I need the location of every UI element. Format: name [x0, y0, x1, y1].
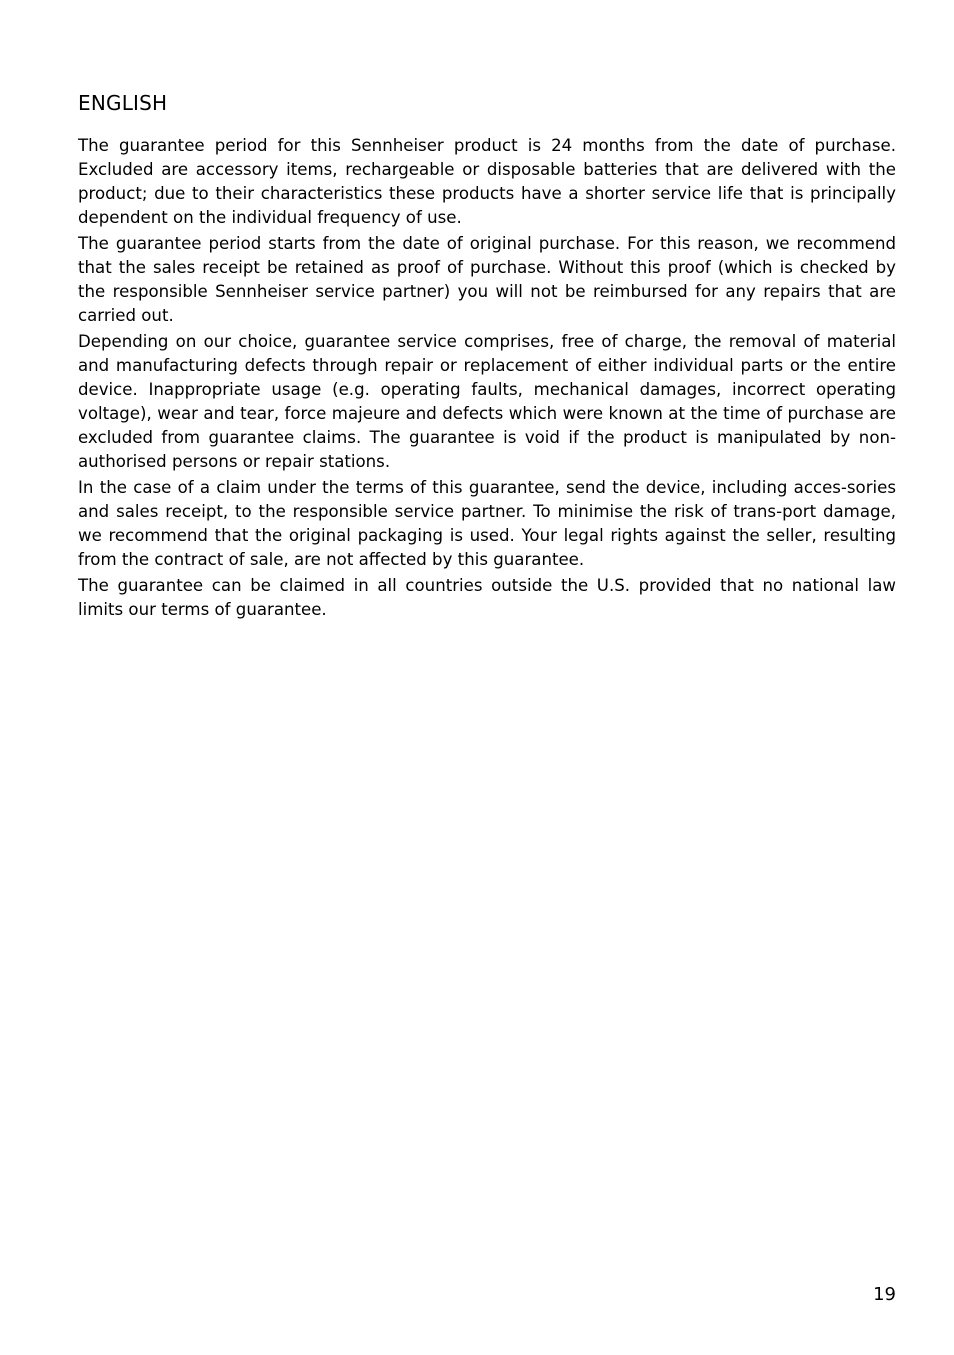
paragraph-claim-procedure: In the case of a claim under the terms of this guarantee, send the device, including acces-sories and sales receipt, to the responsible service partner. To minimise the risk of trans-port damage, we recommend that the original packaging is used. Your legal rights against the seller, resulting from the contract of sale, are not affected by this guarantee. — [78, 478, 896, 569]
paragraph-service-scope: Depending on our choice, guarantee service comprises, free of charge, the removal of material and manufacturing defects through repair or replacement of either individual parts or the entire device. Inappropriate usage (e.g. operating faults, mechanical damages, incorrect operating voltage), wear and tear, force majeure and defects which were known at the time of purchase are excluded from guarantee claims. The guarantee is void if the product is manipulated by non-authorised persons or repair stations. — [78, 332, 896, 471]
guarantee-text — [78, 134, 896, 624]
paragraph-guarantee-period: The guarantee period for this Sennheiser product is 24 months from the date of purchase. Excluded are accessory items, rechargeable or disposable batteries that are delivered with the product; due to their characteristics these products have a shorter service life that is principally dependent on the individual frequency of use. — [78, 136, 896, 227]
page-number: 19 — [873, 1284, 896, 1305]
section-heading: ENGLISH — [78, 91, 168, 115]
paragraph-countries: The guarantee can be claimed in all countries outside the U.S. provided that no national law limits our terms of guarantee. — [78, 576, 896, 619]
paragraph-proof-of-purchase: The guarantee period starts from the date of original purchase. For this reason, we recommend that the sales receipt be retained as proof of purchase. Without this proof (which is checked by the responsible Sennheiser service partner) you will not be reimbursed for any repairs that are carried out. — [78, 234, 896, 325]
